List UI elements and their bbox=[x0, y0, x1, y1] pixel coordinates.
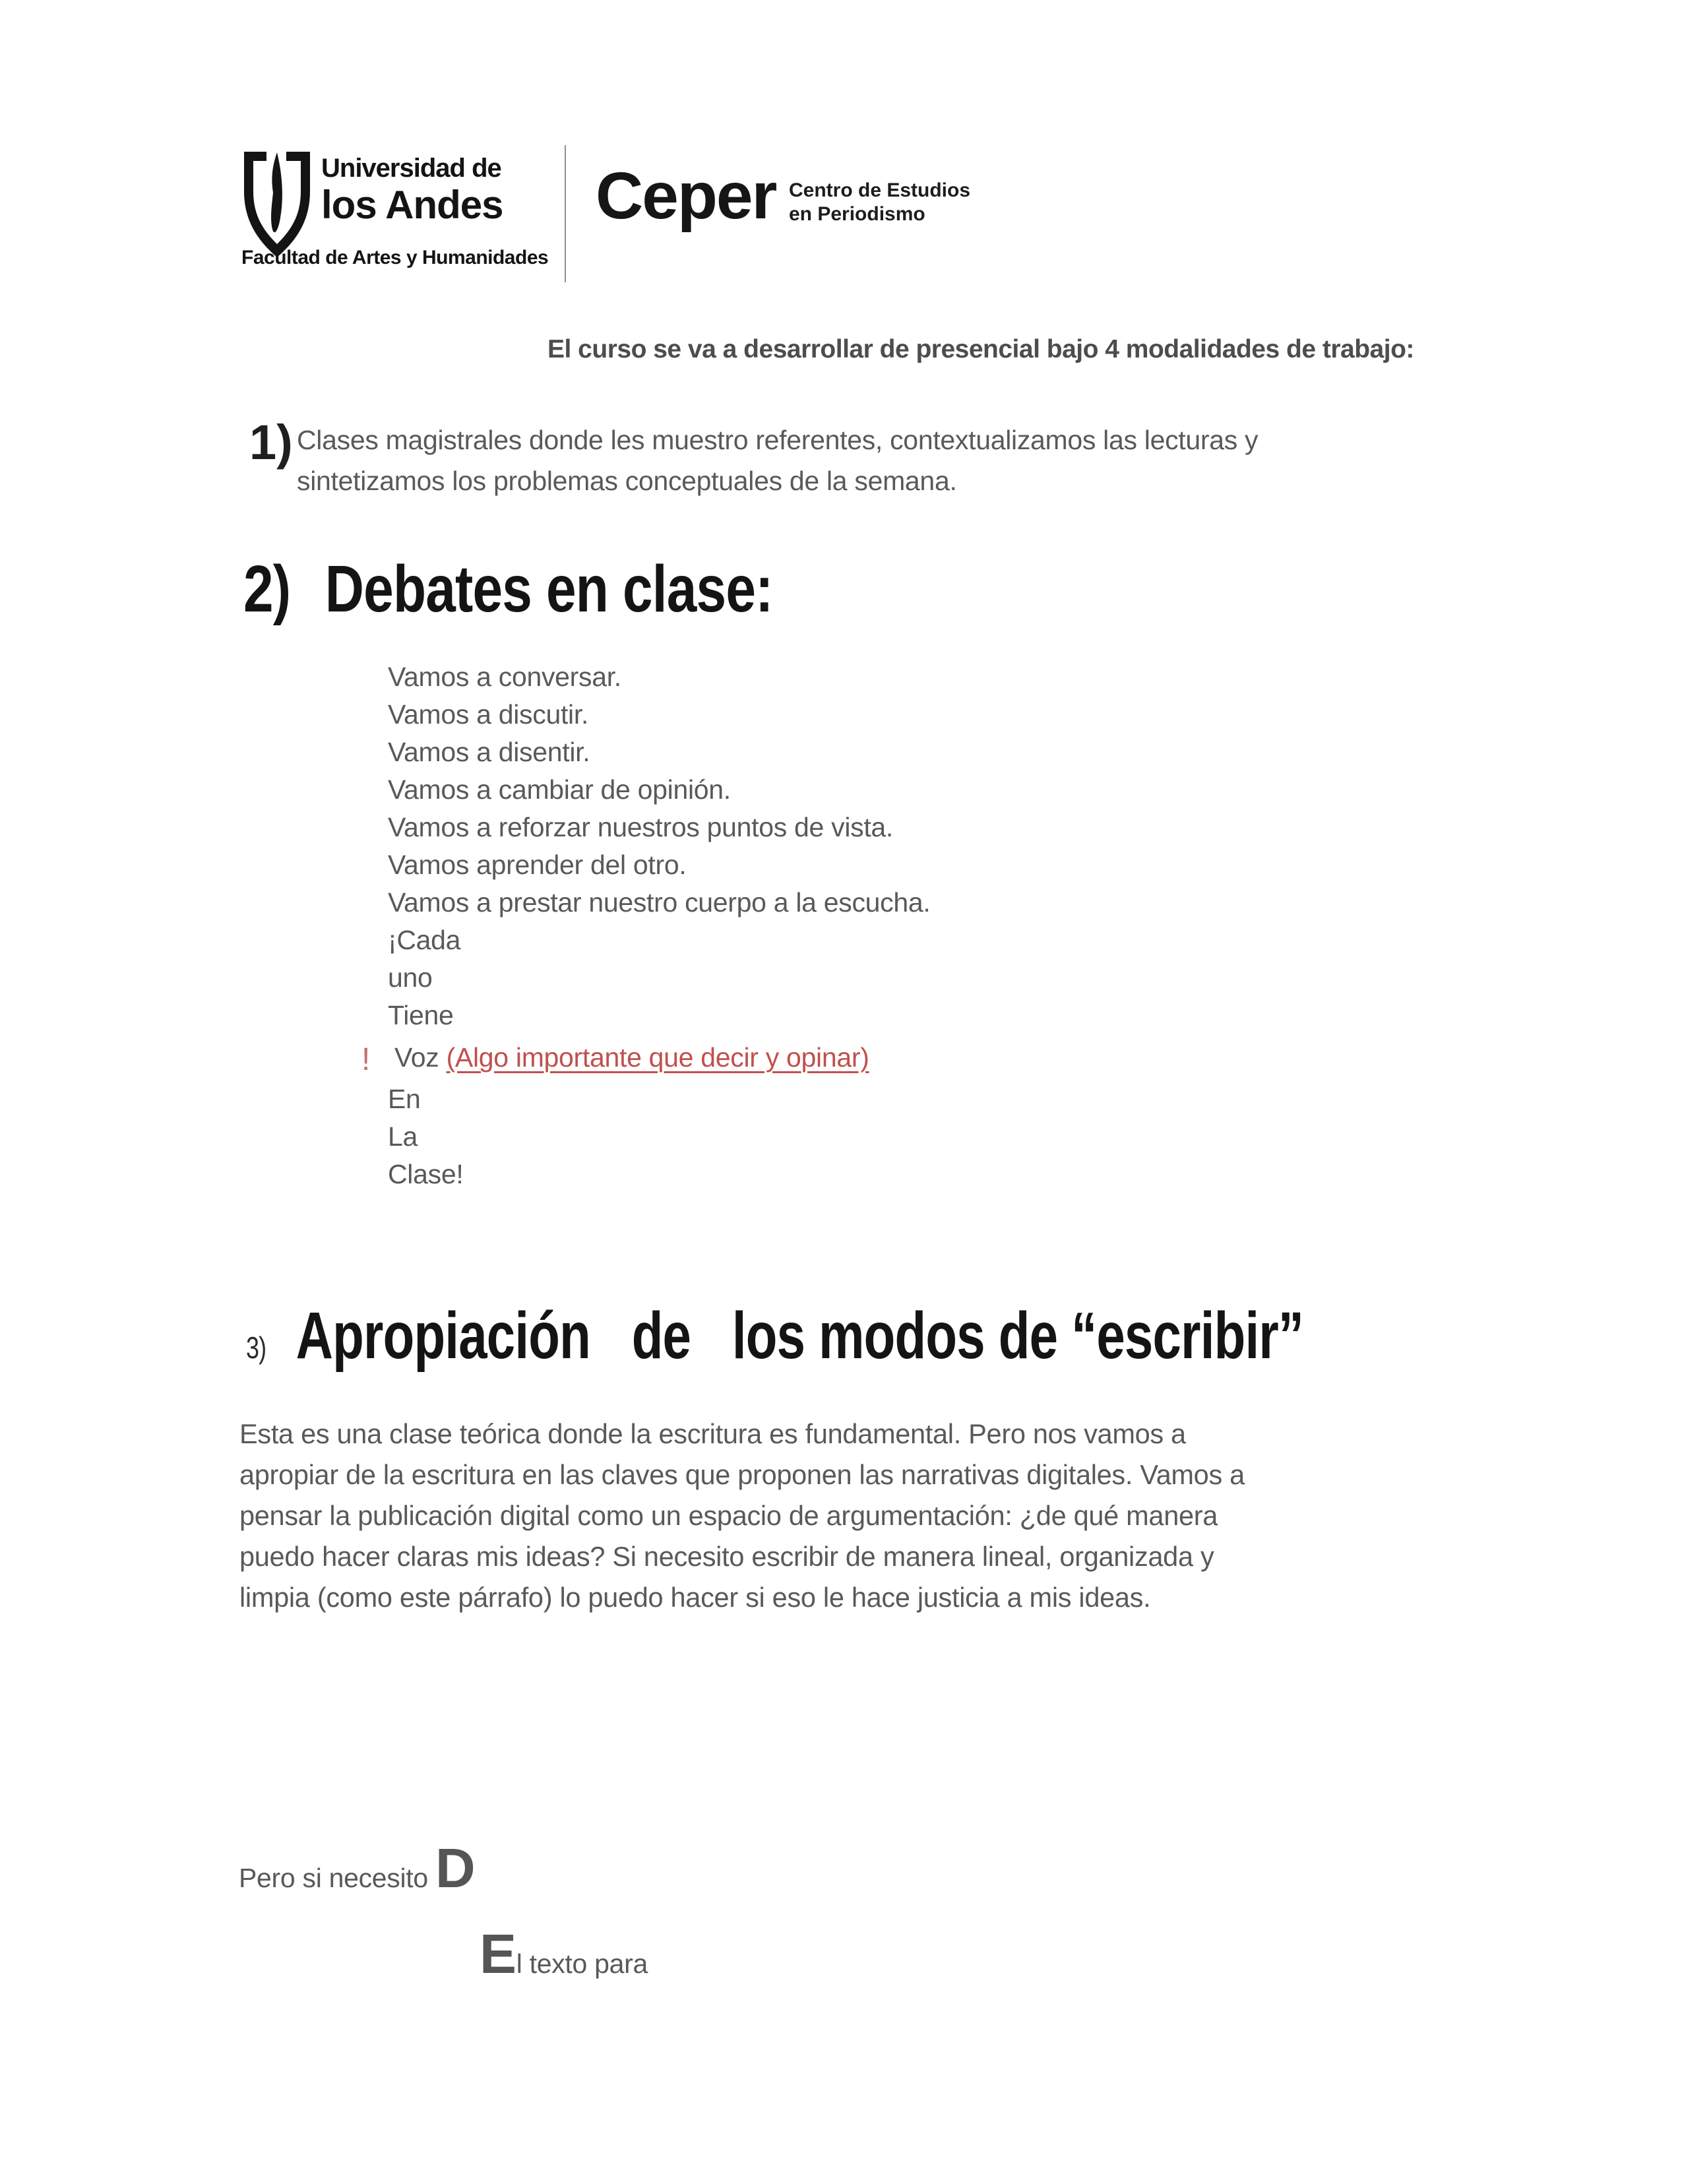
voz-label: Voz bbox=[394, 1042, 447, 1073]
paragraph-line: Esta es una clase teórica donde la escritura es fundamental. Pero nos vamos a bbox=[239, 1418, 1186, 1449]
debate-tail-line: Clase! bbox=[388, 1159, 464, 1189]
paragraph-line: apropiar de la escritura en las claves que proponen las narrativas digitales. Vamos a bbox=[239, 1459, 1245, 1490]
ceper-wordmark: Ceper bbox=[596, 159, 776, 233]
item2-title: Debates en clase: bbox=[325, 552, 773, 626]
pero-text: Pero si necesito bbox=[239, 1863, 435, 1893]
item1-line2: sintetizamos los problemas conceptuales de la semana. bbox=[297, 466, 957, 496]
pero-line bbox=[239, 1837, 476, 1906]
body-paragraph bbox=[239, 1414, 1245, 1618]
intro-heading: El curso se va a desarrollar de presencial bajo 4 modalidades de trabajo: bbox=[547, 335, 1414, 363]
debate-line: ¡Cada bbox=[388, 925, 461, 955]
item1-text bbox=[297, 420, 1258, 501]
paragraph-line: limpia (como este párrafo) lo puedo hacer si eso le hace justicia a mis ideas. bbox=[239, 1582, 1151, 1613]
uniandes-shield-icon bbox=[241, 150, 313, 259]
debate-line: Vamos a cambiar de opinión. bbox=[388, 774, 731, 805]
voz-line bbox=[361, 1034, 930, 1080]
debate-line: Vamos aprender del otro. bbox=[388, 850, 687, 880]
section2-heading bbox=[243, 551, 773, 627]
voz-link[interactable]: (Algo importante que decir y opinar) bbox=[446, 1042, 869, 1073]
faculty-name: Facultad de Artes y Humanidades bbox=[241, 247, 549, 268]
big-letter-d: D bbox=[435, 1837, 476, 1899]
big-letter-e: E bbox=[480, 1923, 516, 1985]
ceper-subtitle-line2: en Periodismo bbox=[789, 203, 925, 225]
ceper-subtitle-line1: Centro de Estudios bbox=[789, 179, 971, 201]
debate-tail-line: La bbox=[388, 1121, 418, 1152]
debate-line: Vamos a disentir. bbox=[388, 737, 590, 767]
paragraph-line: puedo hacer claras mis ideas? Si necesito escribir de manera lineal, organizada y bbox=[239, 1541, 1214, 1572]
item1-line1: Clases magistrales donde les muestro referentes, contextualizamos las lecturas y bbox=[297, 425, 1259, 455]
debate-line: Vamos a conversar. bbox=[388, 662, 621, 692]
debates-list bbox=[361, 658, 931, 1193]
debate-line: uno bbox=[388, 962, 433, 993]
red-exclamation-mark: ! bbox=[361, 1042, 371, 1077]
section3-heading bbox=[246, 1299, 1304, 1381]
item1-number: 1) bbox=[249, 415, 293, 470]
debate-line: Tiene bbox=[388, 1000, 454, 1030]
el-texto-line bbox=[480, 1923, 648, 1991]
debate-line: Vamos a discutir. bbox=[388, 699, 589, 730]
paragraph-line: pensar la publicación digital como un espacio de argumentación: ¿de qué manera bbox=[239, 1500, 1218, 1531]
debate-tail-line: En bbox=[388, 1084, 421, 1114]
el-texto-rest: l texto para bbox=[516, 1949, 648, 1979]
university-name-line2: los Andes bbox=[321, 183, 503, 227]
debate-line: Vamos a prestar nuestro cuerpo a la escucha. bbox=[388, 887, 931, 918]
item3-title: Apropiación de los modos de “escribir” bbox=[296, 1299, 1304, 1373]
logo-divider bbox=[565, 145, 566, 282]
item2-number: 2) bbox=[243, 552, 291, 626]
university-name-line1: Universidad de bbox=[321, 154, 501, 183]
item3-number: 3) bbox=[246, 1330, 266, 1365]
debate-line: Vamos a reforzar nuestros puntos de vista. bbox=[388, 812, 894, 842]
